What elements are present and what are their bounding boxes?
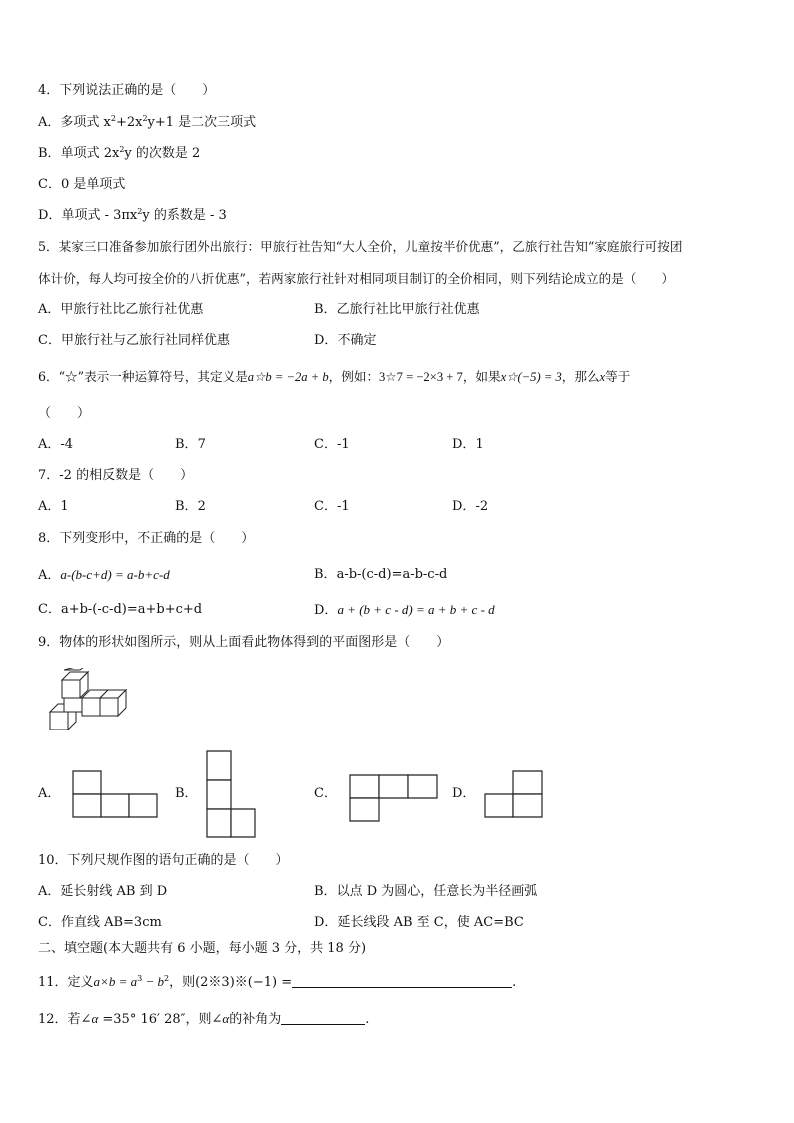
- option-key: B．: [38, 146, 61, 161]
- option-key: A．: [38, 302, 61, 317]
- q11-stem: [38, 973, 516, 991]
- superscript: 2: [163, 974, 170, 983]
- q8-option-a[interactable]: [38, 567, 170, 584]
- option-key: A．: [38, 568, 61, 583]
- option-key: B．: [314, 302, 337, 317]
- answer-blank[interactable]: [281, 1010, 365, 1025]
- q9-option-b-figure[interactable]: [206, 750, 256, 838]
- q10-option-c[interactable]: [38, 915, 162, 931]
- stem-text: .: [512, 975, 517, 990]
- option-key: D．: [452, 437, 476, 452]
- math-definition: a☆b = −2a + b: [247, 370, 329, 384]
- option-text: 7: [197, 437, 206, 452]
- q4-option-b[interactable]: [38, 146, 200, 162]
- option-key: A．: [38, 884, 61, 899]
- option-text: 0 是单项式: [60, 177, 126, 192]
- option-key: D．: [314, 603, 338, 618]
- q10-option-a[interactable]: [38, 884, 167, 900]
- option-key: C．: [314, 499, 337, 514]
- q6-option-d[interactable]: [452, 437, 484, 453]
- q9-option-d-key[interactable]: D．: [452, 786, 476, 801]
- q10-stem: 10．下列尺规作图的语句正确的是（ ）: [38, 853, 289, 868]
- option-key: D．: [38, 208, 62, 223]
- q10-option-b[interactable]: [314, 884, 537, 900]
- q4-option-c[interactable]: [38, 177, 125, 193]
- option-key: C．: [314, 437, 337, 452]
- q6-paren: （ ）: [38, 406, 91, 421]
- q5-option-c[interactable]: [38, 333, 230, 349]
- superscript: 2: [110, 114, 116, 123]
- option-text: -4: [60, 437, 74, 452]
- q8-stem: 8．下列变形中，不正确的是（ ）: [38, 531, 255, 546]
- q7-option-c[interactable]: [314, 499, 350, 515]
- option-text: a + (b + c - d) = a + b + c - d: [337, 602, 495, 617]
- option-key: C．: [38, 333, 61, 348]
- option-text: -1: [336, 499, 350, 514]
- math-example: 3☆7 = −2×3 + 7: [379, 370, 463, 384]
- q6-option-b[interactable]: [175, 437, 206, 453]
- stem-text: ，如果: [462, 369, 501, 384]
- option-text: y 的次数是 2: [124, 146, 201, 161]
- option-key: C．: [38, 915, 61, 930]
- q6-option-a[interactable]: [38, 437, 73, 453]
- option-text: 1: [475, 437, 484, 452]
- option-key: A．: [38, 437, 61, 452]
- math-expression: (2※3)※(−1) =: [195, 975, 293, 990]
- q4-option-d[interactable]: [38, 208, 227, 224]
- option-text: 作直线 AB=3cm: [60, 915, 162, 930]
- option-text: y+1 是二次三项式: [147, 115, 257, 130]
- stem-text: ，则: [169, 975, 196, 990]
- option-text: 单项式 2x: [60, 146, 120, 161]
- option-text: 单项式 - 3πx: [61, 208, 138, 223]
- stem-text: 等于: [605, 369, 631, 384]
- stem-text: ，例如：: [328, 369, 380, 384]
- q5-option-b[interactable]: [314, 302, 480, 318]
- stem-text: 6．“☆”表示一种运算符号，其定义是: [38, 369, 248, 384]
- option-text: 2: [197, 499, 206, 514]
- stem-text: 的补角为: [229, 1012, 282, 1027]
- option-text: 甲旅行社比乙旅行社优惠: [60, 302, 204, 317]
- q10-option-d[interactable]: [314, 915, 524, 931]
- q9-option-d-figure[interactable]: [484, 770, 544, 818]
- math-definition: a×b = a: [93, 974, 138, 989]
- math-definition: − b: [142, 974, 164, 989]
- superscript: 2: [137, 207, 143, 216]
- q7-option-a[interactable]: [38, 499, 69, 515]
- option-text: a-(b-c+d) = a-b+c-d: [60, 567, 170, 582]
- q4-stem: 4．下列说法正确的是（ ）: [38, 83, 216, 98]
- option-key: B．: [175, 499, 198, 514]
- option-key: B．: [314, 567, 337, 582]
- stem-text: 12．若∠: [38, 1012, 92, 1027]
- q12-stem: [38, 1010, 369, 1028]
- option-key: A．: [38, 115, 61, 130]
- q9-option-b-key[interactable]: B．: [175, 786, 198, 801]
- option-text: 乙旅行社比甲旅行社优惠: [336, 302, 480, 317]
- superscript: 2: [142, 114, 148, 123]
- q6-stem: [38, 369, 630, 385]
- q5-option-a[interactable]: [38, 302, 203, 318]
- q7-option-d[interactable]: [452, 499, 488, 515]
- option-text: -2: [475, 499, 489, 514]
- option-text: 延长射线 AB 到 D: [60, 884, 168, 899]
- alpha-symbol: α: [91, 1011, 99, 1026]
- q8-option-b[interactable]: [314, 567, 447, 583]
- superscript: 3: [137, 974, 143, 983]
- option-key: D．: [314, 333, 338, 348]
- option-key: B．: [314, 884, 337, 899]
- stem-text: ，那么: [561, 369, 600, 384]
- option-text: +2x: [115, 115, 143, 130]
- option-key: C．: [38, 177, 61, 192]
- q6-option-c[interactable]: [314, 437, 350, 453]
- stem-text: .: [365, 1012, 370, 1027]
- option-key: D．: [314, 915, 338, 930]
- q5-stem-line1: 5．某家三口准备参加旅行团外出旅行：甲旅行社告知“大人全价，儿童按半价优惠”，乙旅行社告知“家庭旅行可按团: [38, 239, 683, 254]
- option-key: C．: [38, 602, 61, 617]
- option-text: a-b-(c-d)=a-b-c-d: [336, 567, 448, 582]
- option-text: 延长线段 AB 至 C，使 AC=BC: [337, 915, 524, 930]
- q9-option-c-figure[interactable]: [349, 774, 439, 822]
- option-text: 不确定: [337, 333, 377, 348]
- q9-option-a-key[interactable]: A．: [38, 786, 61, 801]
- q9-option-c-key[interactable]: C．: [314, 786, 337, 801]
- option-text: a+b-(-c-d)=a+b+c+d: [60, 602, 203, 617]
- option-text: -1: [336, 437, 350, 452]
- section-title: 二、填空题(本大题共有 6 小题，每小题 3 分，共 18 分): [38, 941, 367, 956]
- q8-option-d[interactable]: [314, 602, 495, 619]
- q5-stem-line2: 体计价，每人均可按全价的八折优惠”，若两家旅行社针对相同项目制订的全价相同，则下列结论成立的是（ ）: [38, 271, 675, 286]
- option-text: 多项式 x: [60, 115, 111, 130]
- stem-text: =35° 16′ 28″，则∠: [98, 1012, 223, 1027]
- alpha-symbol: α: [222, 1011, 230, 1026]
- q9-solid-figure: [44, 668, 136, 730]
- q9-stem: 9．物体的形状如图所示，则从上面看此物体得到的平面图形是（ ）: [38, 635, 450, 650]
- option-key: A．: [38, 499, 61, 514]
- superscript: 2: [119, 145, 125, 154]
- math-variable: x: [599, 370, 606, 384]
- q4-option-a[interactable]: [38, 115, 256, 131]
- option-text: 以点 D 为圆心，任意长为半径画弧: [336, 884, 538, 899]
- option-text: 甲旅行社与乙旅行社同样优惠: [60, 333, 230, 348]
- stem-text: 11．定义: [38, 975, 94, 990]
- q7-stem: 7．-2 的相反数是（ ）: [38, 468, 194, 483]
- q9-option-a-figure[interactable]: [72, 770, 160, 818]
- option-text: y 的系数是 - 3: [142, 208, 227, 223]
- q7-option-b[interactable]: [175, 499, 206, 515]
- option-key: D．: [452, 499, 476, 514]
- option-key: B．: [175, 437, 198, 452]
- answer-blank[interactable]: [292, 973, 512, 988]
- q8-option-c[interactable]: [38, 602, 202, 618]
- q5-option-d[interactable]: [314, 333, 376, 349]
- option-text: 1: [60, 499, 69, 514]
- math-condition: x☆(−5) = 3: [500, 370, 562, 384]
